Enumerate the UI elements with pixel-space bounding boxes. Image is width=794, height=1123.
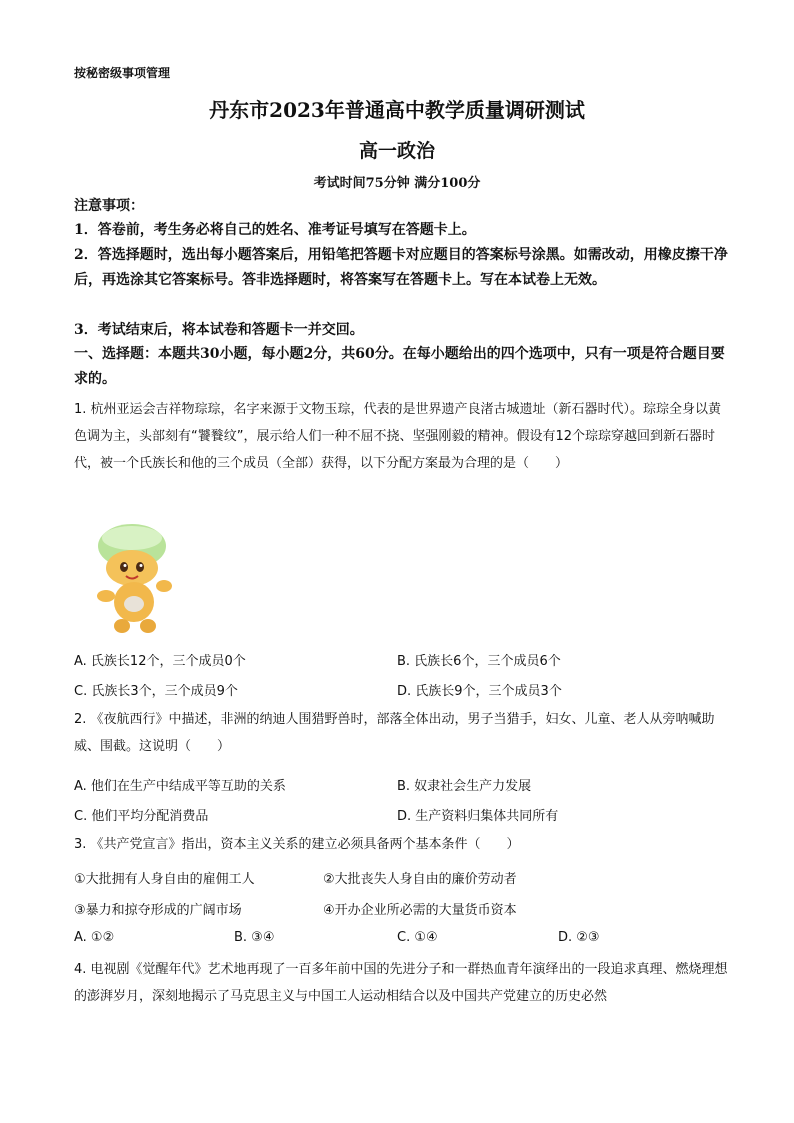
exam-info: 考试时间75分钟 满分100分 bbox=[313, 176, 481, 191]
notice-item-3: 3．考试结束后，将本试卷和答题卡一并交回。 bbox=[74, 322, 364, 338]
exam-title: 丹东市2023年普通高中教学质量调研测试 bbox=[209, 98, 585, 122]
question-3-stem: 3. 《共产党宣言》指出，资本主义关系的建立必须具备两个基本条件（ ） bbox=[74, 837, 520, 852]
q1-option-c: C. 氏族长3个，三个成员9个 bbox=[74, 684, 238, 699]
confidentiality-label: 按秘密级事项管理 bbox=[74, 66, 171, 80]
q1-option-a: A. 氏族长12个，三个成员0个 bbox=[74, 654, 246, 669]
question-1-stem: 1. 杭州亚运会吉祥物琮琮，名字来源于文物玉琮，代表的是世界遗产良渚古城遗址（新石器时代）。琮琮全身以黄色调为主，头部刻有“饕餮纹”，展示给人们一种不屈不挠、坚强刚毅的精神。假设有12个琮琮穿越回到新石器时代，被一个氏族长和他的三个成员（全部）获得，以下分配方案最为合理的是（ ） bbox=[74, 402, 722, 471]
q2-option-c: C. 他们平均分配消费品 bbox=[74, 809, 209, 824]
subject-title: 高一政治 bbox=[358, 140, 435, 162]
q3-statement-1: ①大批拥有人身自由的雇佣工人 bbox=[74, 872, 255, 887]
q3-option-a: A. ①② bbox=[74, 930, 115, 945]
q1-option-d: D. 氏族长9个，三个成员3个 bbox=[397, 684, 562, 699]
q3-option-d: D. ②③ bbox=[558, 930, 600, 945]
notice-item-1: 1．答卷前，考生务必将自己的姓名、准考证号填写在答题卡上。 bbox=[74, 222, 476, 238]
q1-option-b: B. 氏族长6个，三个成员6个 bbox=[397, 654, 561, 669]
notice-heading: 注意事项： bbox=[74, 198, 144, 214]
question-2-stem: 2. 《夜航西行》中描述，非洲的纳迪人围猎野兽时，部落全体出动，男子当猎手，妇女、儿童、老人从旁呐喊助威、围截。这说明（ ） bbox=[74, 712, 715, 754]
question-4-stem: 4. 电视剧《觉醒年代》艺术地再现了一百多年前中国的先进分子和一群热血青年演绎出的一段追求真理、燃烧理想的澎湃岁月，深刻地揭示了马克思主义与中国工人运动相结合以及中国共产党建立的历史必然 bbox=[74, 962, 728, 1004]
q2-option-a: A. 他们在生产中结成平等互助的关系 bbox=[74, 779, 286, 794]
q3-statement-4: ④开办企业所必需的大量货币资本 bbox=[323, 903, 517, 918]
notice-item-2: 2．答选择题时，选出每小题答案后，用铅笔把答题卡对应题目的答案标号涂黑。如需改动，用橡皮擦干净后，再选涂其它答案标号。答非选择题时，将答案写在答题卡上。写在本试卷上无效。 bbox=[74, 247, 728, 288]
q2-option-b: B. 奴隶社会生产力发展 bbox=[397, 779, 532, 794]
q3-option-c: C. ①④ bbox=[397, 930, 438, 945]
q2-option-d: D. 生产资料归集体共同所有 bbox=[397, 809, 559, 824]
q3-option-b: B. ③④ bbox=[234, 930, 275, 945]
q3-statement-3: ③暴力和掠夺形成的广阔市场 bbox=[74, 903, 242, 918]
q3-statement-2: ②大批丧失人身自由的廉价劳动者 bbox=[323, 872, 517, 887]
section-heading: 一、选择题：本题共30小题，每小题2分，共60分。在每小题给出的四个选项中，只有一项是符合题目要求的。 bbox=[74, 346, 725, 387]
mascot-congcong-image bbox=[80, 520, 184, 638]
